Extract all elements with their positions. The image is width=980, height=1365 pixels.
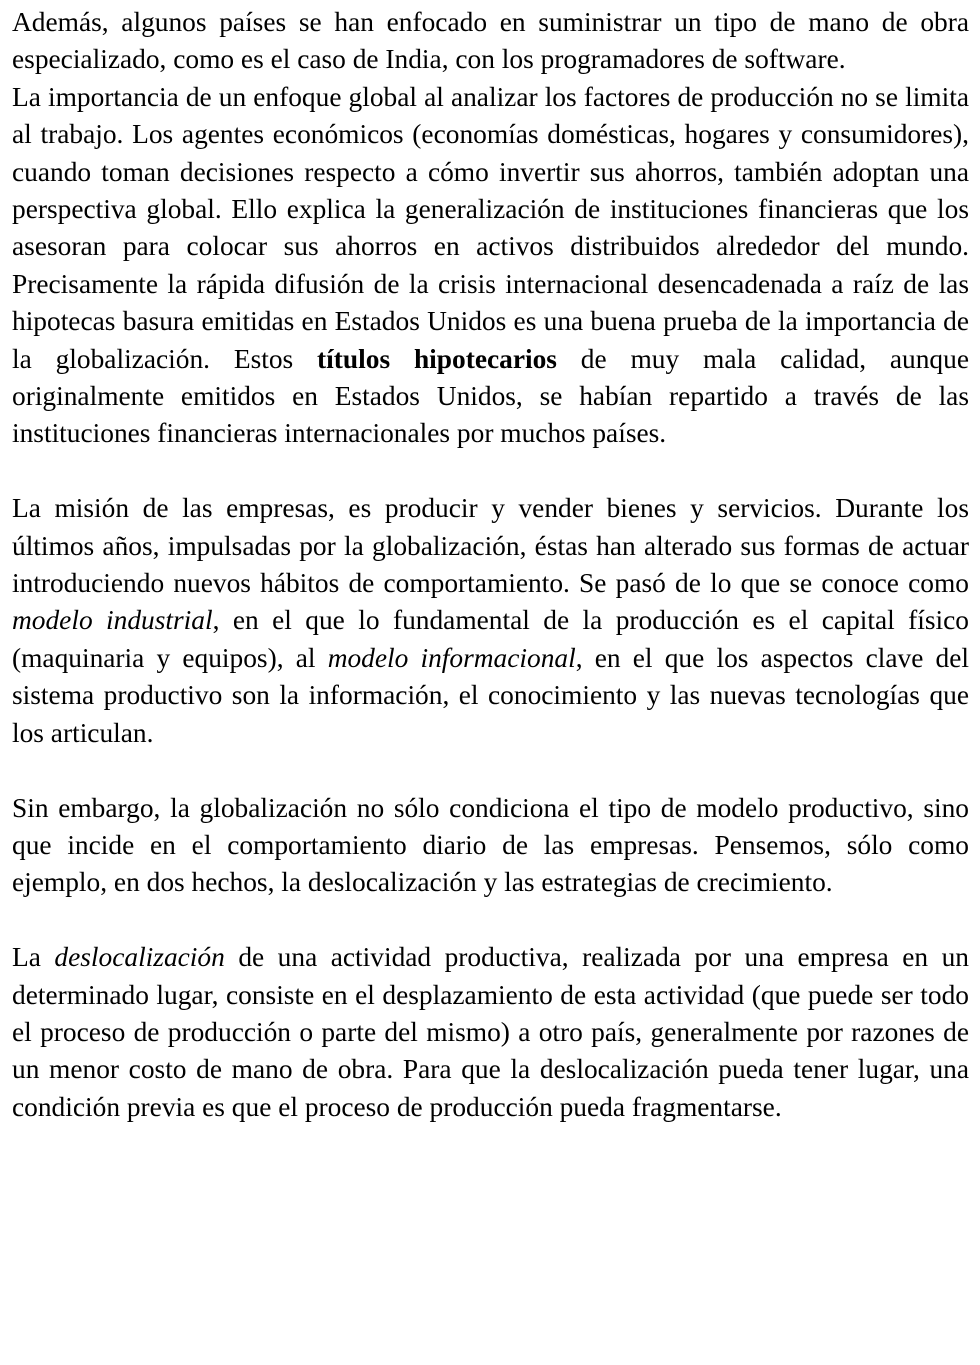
paragraph-relocation-lead: La <box>12 942 55 973</box>
paragraph-global-approach-text-end: de muy mala calidad, aunque originalmente emitidos en Estados Unidos, se habían repartido a través de las instituciones financieras internacionales por muchos países. <box>12 343 969 449</box>
paragraph-business-mission-text-mid: , en el que lo fundamental de la producción es el capital físico (maquinaria y equipos), al <box>12 605 969 673</box>
italic-term-industrial-model: modelo industrial <box>12 605 213 636</box>
paragraph-business-mission-text-end: , en el que los aspectos clave del sistema productivo son la información, el conocimiento y las nuevas tecnologías que los articulan. <box>12 642 969 748</box>
paragraph-spacer <box>12 902 969 939</box>
paragraph-global-approach-text: La importancia de un enfoque global al analizar los factores de producción no se limita al trabajo. Los agentes económicos (economías domésticas, hogares y consumidores), cuando toman decisiones respecto a cómo invertir sus ahorros, también adoptan una perspectiva global. Ello explica la generalización de instituciones financieras que los asesoran para colocar sus ahorros en activos distribuidos alrededor del mundo. Precisamente la rápida difusión de la crisis internacional desencadenada a raíz de las hipotecas basura emitidas en Estados Unidos es una buena prueba de la importancia de la globalización. Estos <box>12 81 969 374</box>
paragraph-specialized-labor: Además, algunos países se han enfocado en suministrar un tipo de mano de obra especializado, como es el caso de India, con los programadores de software. <box>12 7 969 75</box>
paragraph-spacer <box>12 752 969 789</box>
bold-term-mortgage-securities: títulos hipotecarios <box>317 343 557 374</box>
paragraph-relocation-text: de una actividad productiva, realizada por una empresa en un determinado lugar, consiste en el desplazamiento de esta actividad (que puede ser todo el proceso de producción o parte del mismo) a otro país, generalmente por razones de un menor costo de mano de obra. Para que la deslocalización pueda tener lugar, una condición previa es que el proceso de producción pueda fragmentarse. <box>12 942 969 1122</box>
italic-term-informational-model: modelo informacional <box>327 642 576 673</box>
paragraph-relocation <box>12 939 969 1126</box>
paragraph-business-mission <box>12 490 969 752</box>
paragraph-business-mission-text: La misión de las empresas, es producir y vender bienes y servicios. Durante los últimos años, impulsadas por la globalización, éstas han alterado sus formas de actuar introduciendo nuevos hábitos de comportamiento. Se pasó de lo que se conoce como <box>12 493 969 599</box>
italic-term-relocation: deslocalización <box>54 942 225 973</box>
paragraph-global-approach <box>12 79 969 453</box>
paragraph-globalization-conditions: Sin embargo, la globalización no sólo condiciona el tipo de modelo productivo, sino que incide en el comportamiento diario de las empresas. Pensemos, sólo como ejemplo, en dos hechos, la deslocalización y las estrategias de crecimiento. <box>12 792 969 898</box>
paragraph-spacer <box>12 453 969 490</box>
